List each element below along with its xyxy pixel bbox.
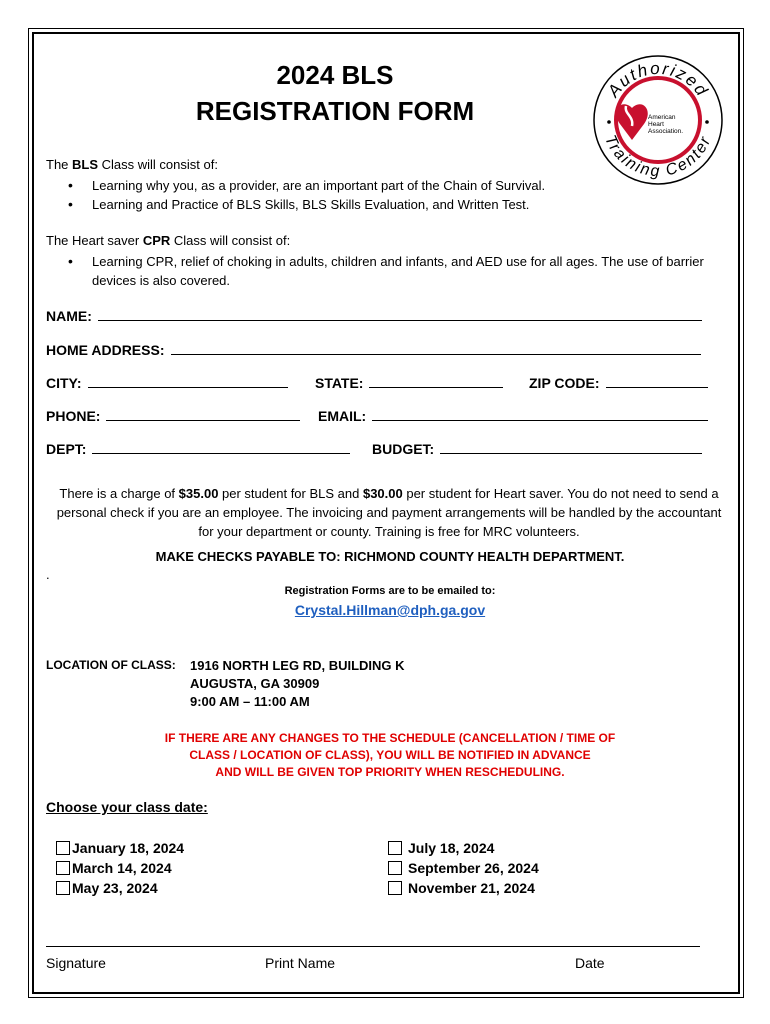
email-link[interactable]: Crystal.Hillman@dph.ga.gov [294, 602, 486, 618]
phone-label: PHONE: [46, 408, 101, 424]
logo-top-arc: Authorized [603, 58, 713, 101]
notice-line1: IF THERE ARE ANY CHANGES TO THE SCHEDULE (CANCELLATION / TIME OF [164, 731, 616, 745]
checkbox[interactable] [56, 881, 70, 895]
bls-item: • Learning why you, as a provider, are an important part of the Chain of Survival. [46, 176, 606, 195]
aha-seal-icon [588, 50, 728, 190]
zip-label: ZIP CODE: [529, 375, 600, 391]
date-option[interactable]: May 23, 2024 [56, 878, 184, 898]
dept-input-line[interactable] [92, 442, 350, 454]
choose-date-heading: Choose your class date: [46, 799, 208, 815]
date-option[interactable]: November 21, 2024 [388, 878, 539, 898]
date-option[interactable]: January 18, 2024 [56, 838, 184, 858]
location-line3: 9:00 AM – 11:00 AM [190, 694, 310, 709]
checkbox[interactable] [388, 861, 402, 875]
logo-bottom-arc: Training Center [601, 132, 715, 181]
location-line2: AUGUSTA, GA 30909 [190, 676, 320, 691]
budget-input-line[interactable] [440, 442, 702, 454]
dates-right-column [388, 838, 539, 898]
svg-text:Training Center [601, 133, 715, 180]
city-input-line[interactable] [88, 376, 288, 388]
location-line1: 1916 NORTH LEG RD, BUILDING K [190, 658, 405, 673]
email-instruction: Registration Forms are to be emailed to: [284, 585, 496, 597]
checks-payable-note: MAKE CHECKS PAYABLE TO: RICHMOND COUNTY HEALTH DEPARTMENT. [155, 549, 625, 564]
print-name-label: Print Name [265, 955, 336, 971]
logo-org-line1: American [648, 114, 676, 121]
name-label: NAME: [46, 308, 92, 324]
checkbox[interactable] [388, 881, 402, 895]
home-address-label: HOME ADDRESS: [46, 342, 165, 358]
budget-label: BUDGET: [372, 441, 435, 457]
state-input-line[interactable] [369, 376, 503, 388]
cpr-intro: The Heart saver CPR Class will consist of: [46, 233, 291, 248]
email-label: EMAIL: [318, 408, 367, 424]
signature-line[interactable] [46, 946, 700, 947]
form-title-line2: REGISTRATION FORM [195, 96, 475, 126]
checkbox[interactable] [388, 841, 402, 855]
state-field[interactable] [315, 375, 503, 391]
date-option[interactable]: September 26, 2024 [388, 858, 539, 878]
home-address-field[interactable] [46, 342, 701, 358]
date-option[interactable]: March 14, 2024 [56, 858, 184, 878]
schedule-change-notice [40, 730, 740, 781]
email-input-line[interactable] [372, 409, 708, 421]
cpr-item: • Learning CPR, relief of choking in adults, children and infants, and AED use for all ages. The use of barrier devices is also covered. [46, 252, 718, 290]
location-details [190, 657, 405, 711]
location-label: LOCATION OF CLASS: [46, 658, 176, 672]
name-field[interactable] [46, 308, 702, 324]
charge-paragraph: There is a charge of $35.00 per student for BLS and $30.00 per student for Heart saver. You do not need to send a personal check if you are an employee. The invoicing and payment arrangements will be handled by the accountant for your department or county. Training is free for MRC volunteers. [56, 486, 722, 539]
notice-line3: AND WILL BE GIVEN TOP PRIORITY WHEN RESCHEDULING. [215, 765, 565, 779]
phone-field[interactable] [46, 408, 300, 424]
city-label: CITY: [46, 375, 82, 391]
cpr-list [46, 252, 718, 290]
notice-line2: CLASS / LOCATION OF CLASS), YOU WILL BE NOTIFIED IN ADVANCE [189, 748, 591, 762]
city-field[interactable] [46, 375, 288, 391]
phone-input-line[interactable] [106, 409, 300, 421]
budget-field[interactable] [372, 441, 702, 457]
aha-training-center-logo [588, 50, 728, 190]
name-input-line[interactable] [98, 309, 702, 321]
dates-left-column [56, 838, 184, 898]
dept-field[interactable] [46, 441, 350, 457]
home-address-input-line[interactable] [171, 343, 701, 355]
form-title-line1: 2024 BLS [276, 60, 394, 90]
email-field[interactable] [318, 408, 708, 424]
bls-item: • Learning and Practice of BLS Skills, BLS Skills Evaluation, and Written Test. [46, 195, 606, 214]
date-option[interactable]: July 18, 2024 [388, 838, 539, 858]
email-link-wrap [40, 602, 740, 620]
zip-input-line[interactable] [606, 376, 708, 388]
state-label: STATE: [315, 375, 364, 391]
signature-label: Signature [46, 955, 106, 971]
bls-list [46, 176, 606, 214]
stray-dot: . [46, 567, 50, 582]
checkbox[interactable] [56, 841, 70, 855]
zip-field[interactable] [529, 375, 708, 391]
logo-org-line3: Association. [648, 128, 684, 135]
dept-label: DEPT: [46, 441, 87, 457]
date-label: Date [575, 955, 605, 971]
svg-text:Authorized [603, 59, 712, 102]
logo-org-line2: Heart [648, 121, 664, 128]
bls-intro: The BLS Class will consist of: [46, 157, 218, 172]
checkbox[interactable] [56, 861, 70, 875]
